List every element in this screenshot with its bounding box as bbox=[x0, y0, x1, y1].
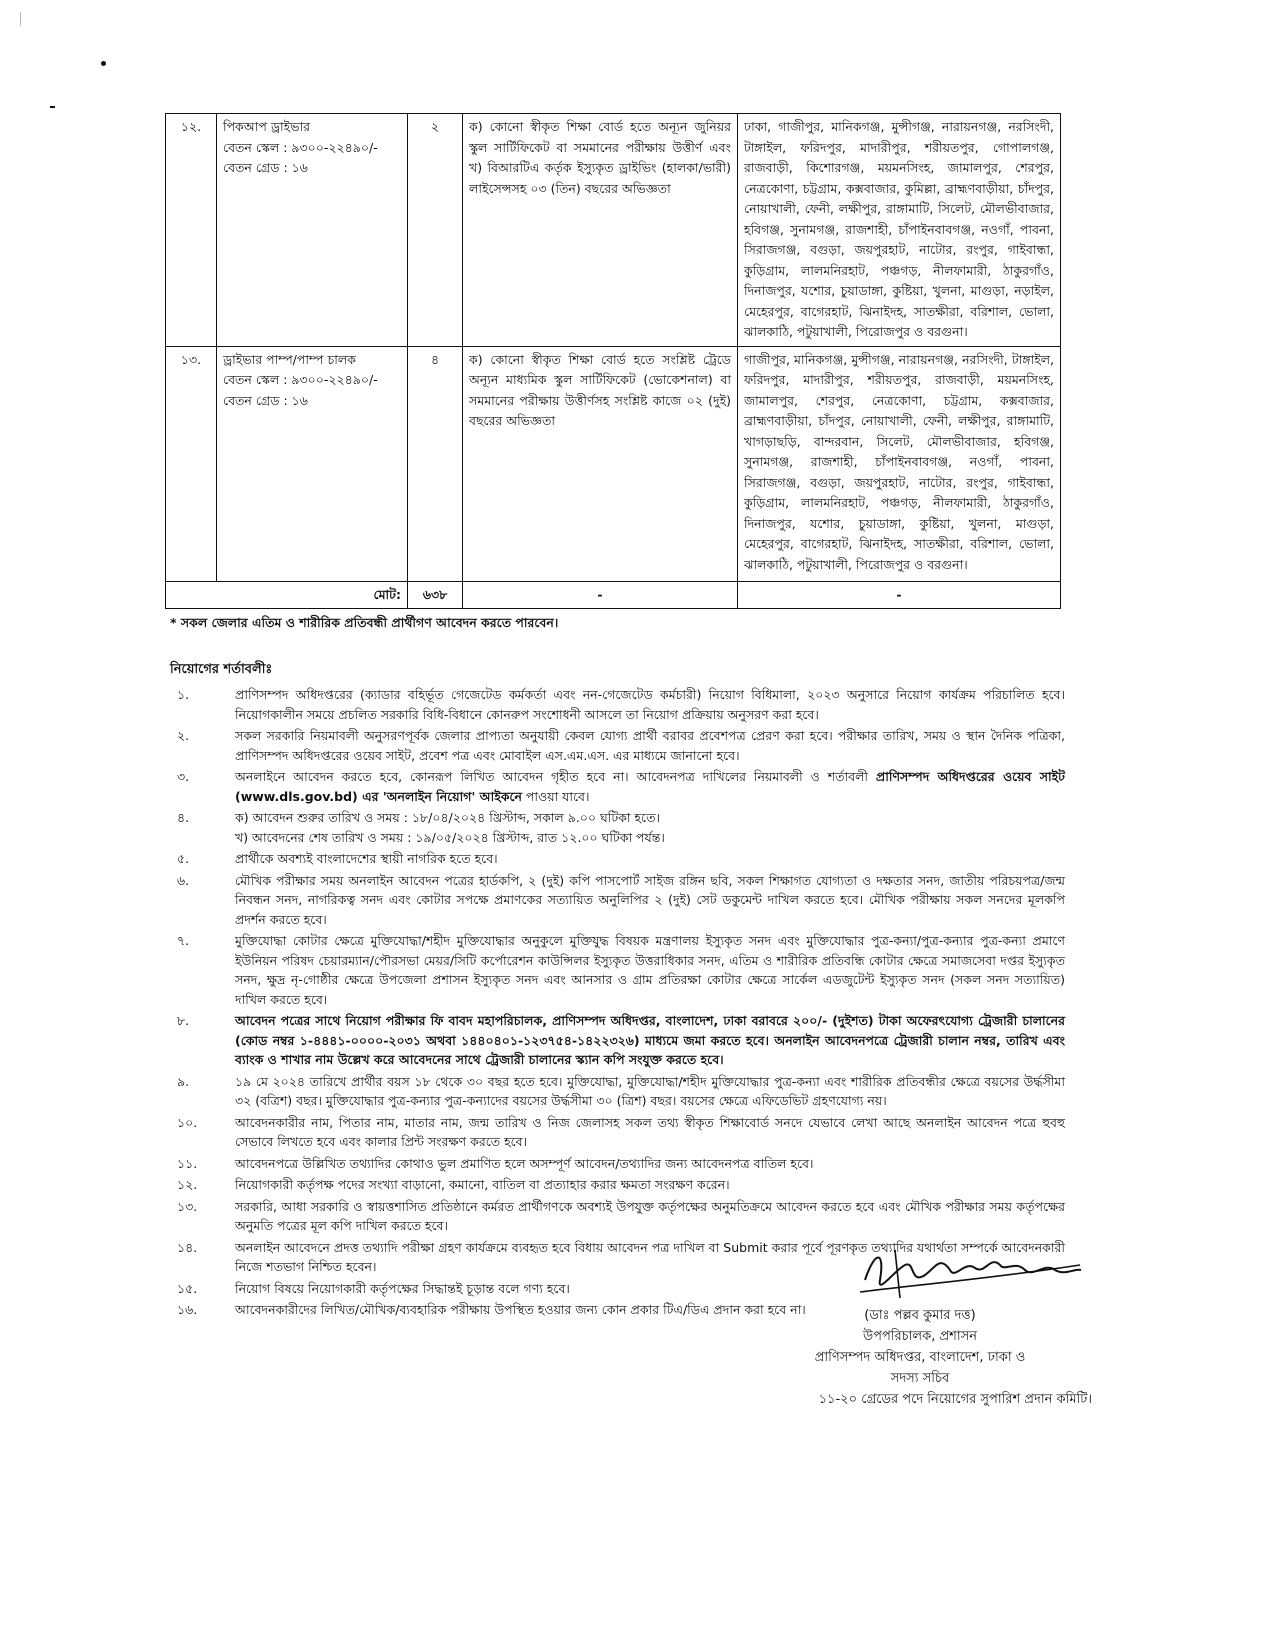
condition-number: ৯. bbox=[177, 1073, 190, 1089]
districts-cell: ঢাকা, গাজীপুর, মানিকগঞ্জ, মুন্সীগঞ্জ, নারায়নগঞ্জ, নরসিংদী, টাঙ্গাইল, ফরিদপুর, মাদারীপুর, শরীয়তপুর, গোপালগঞ্জ, রাজবাড়ী, কিশোরগঞ্জ, ময়মনসিংহ, জামালপুর, শেরপুর, নেত্রকোণা, চট্টগ্রাম, কক্সবাজার, কুমিল্লা, ব্রাহ্মণবাড়ীয়া, চাঁদপুর, নোয়াখালী, ফেনী, লক্ষীপুর, রাঙ্গামাটি, সিলেট, মৌলভীবাজার, হবিগঞ্জ, সুনামগঞ্জ, রাজশাহী, চাঁপাইনবাবগঞ্জ, নওগাঁ, পাবনা, সিরাজগঞ্জ, বগুড়া, জয়পুরহাট, নাটোর, রংপুর, গাইবান্ধা, কুড়িগ্রাম, লালমনিরহাট, পঞ্চগড়, নীলফামারী, ঠাকুরগাঁও, দিনাজপুর, যশোর, চুয়াডাঙ্গা, কুষ্টিয়া, খুলনা, মাগুড়া, নড়াইল, মেহেরপুর, বাগেরহাট, ঝিনাইদহ, সাতক্ষীরা, বরিশাল, ভোলা, ঝালকাঠি, পটুয়াখালী, পিরোজপুর ও বরগুনা। bbox=[738, 114, 1061, 347]
condition-number: ১১. bbox=[177, 1155, 198, 1171]
total-districts: - bbox=[738, 581, 1061, 609]
condition-text bbox=[235, 1113, 1065, 1152]
post-line: বেতন গ্রেড : ১৬ bbox=[223, 160, 308, 175]
condition-item bbox=[165, 931, 1065, 1009]
condition-text-part: মৌখিক পরীক্ষার সময় অনলাইন আবেদন পত্রের হার্ডকপি, ২ (দুই) কপি পাসপোর্ট সাইজ রঙ্গিন ছবি, সকল শিক্ষাগত যোগ্যতা ও দক্ষতার সনদ, জাতীয় পরিচয়পত্র/জন্ম নিবন্ধন সনদ, নাগরিকত্ব সনদ এবং কোটার সপক্ষে প্রমাণকের সত্যায়িত অনুলিপির ২ (দুই) সেট ডকুমেন্ট দাখিল করতে হবে। মৌখিক পরীক্ষায় সকল সনদের মূলকপি প্রদর্শন করতে হবে। bbox=[235, 872, 1065, 927]
condition-item bbox=[165, 1072, 1065, 1111]
condition-item bbox=[165, 767, 1065, 806]
conditions-list bbox=[165, 685, 1065, 1322]
committee-name: ১১-২০ গ্রেডের পদে নিয়োগের সুপারিশ প্রদান কমিটি। bbox=[818, 1392, 1092, 1407]
conditions-title: নিয়োগের শর্তাবলীঃ bbox=[170, 662, 273, 677]
count-cell: ২ bbox=[408, 114, 463, 347]
condition-text bbox=[235, 767, 1065, 806]
condition-text bbox=[235, 931, 1065, 1009]
table-row bbox=[166, 346, 1061, 581]
qualification-cell: ক) কোনো স্বীকৃত শিক্ষা বোর্ড হতে সংশ্লিষ্ট ট্রেডে অন্যূন মাধ্যমিক স্কুল সার্টিফিকেট (ভোকেশনাল) বা সমমানের পরীক্ষায় উত্তীর্ণসহ সংশ্লিষ্ট কাজে ০২ (দুই) বছরের অভিজ্ঞতা bbox=[463, 346, 738, 581]
condition-item bbox=[165, 1175, 1065, 1195]
condition-text-part: ১৯ মে ২০২৪ তারিখে প্রার্থীর বয়স ১৮ থেকে ৩০ বছর হতে হবে। মুক্তিযোদ্ধা, মুক্তিযোদ্ধা/শহীদ মুক্তিযোদ্ধার পুত্র-কন্যা এবং শারীরিক প্রতিবন্ধীর ক্ষেত্রে বয়সের উর্দ্ধসীমা ৩২ (বত্রিশ) বছর। মুক্তিযোদ্ধার পুত্র-কন্যার পুত্র-কন্যাদের বয়সের উর্দ্ধসীমা ৩০ (ত্রিশ) বছর। বয়সের ক্ষেত্রে এফিডেভিট গ্রহণযোগ্য নয়। bbox=[235, 1073, 1065, 1108]
signatory-name: (ডাঃ পল্লব কুমার দত্ত) bbox=[864, 1308, 976, 1323]
condition-text-part: সকল সরকারি নিয়মাবলী অনুসরণপূর্বক জেলার প্রাপ্যতা অনুযায়ী কেবল যোগ্য প্রার্থী বরাবর প্রবেশপত্র প্রেরণ করা হবে। পরীক্ষার তারিখ, সময় ও স্থান দৈনিক পত্রিকা, প্রাণিসম্পদ অধিদপ্তরের ওয়েব সাইট, প্রবেশ পত্র এবং মোবাইল এস.এম.এস. এর মাধ্যমে জানানো হবে। bbox=[235, 728, 1065, 763]
condition-text-part: প্রাণিসম্পদ অধিদপ্তরের ওয়েব সাইট (www.dls.gov.bd) এর 'অনলাইন নিয়োগ' আইকনে bbox=[235, 769, 1065, 804]
scan-dash bbox=[50, 106, 55, 108]
condition-item bbox=[165, 685, 1065, 724]
serial-cell: ১৩. bbox=[166, 346, 217, 581]
condition-text-part: আবেদনকারীদের লিখিত/মৌখিক/ব্যবহারিক পরীক্ষায় উপস্থিত হওয়ার জন্য কোন প্রকার টিএ/ডিএ প্রদান করা হবে না। bbox=[235, 1302, 806, 1317]
condition-item bbox=[165, 1113, 1065, 1152]
signatory-role: সদস্য সচিব bbox=[890, 1371, 950, 1386]
condition-line: ক) আবেদন শুরুর তারিখ ও সময় : ১৮/০৪/২০২৪ খ্রিস্টাব্দ, সকাল ৯.০০ ঘটিকা হতে। bbox=[235, 810, 660, 825]
condition-text-part: সরকারি, আধা সরকারি ও স্বায়ত্তশাসিত প্রতিষ্ঠানে কর্মরত প্রার্থীগণকে অবশ্যই উপযুক্ত কর্তৃপক্ষের অনুমতিক্রমে আবেদন করতে হবে এবং মৌখিক পরীক্ষার সময় কর্তৃপক্ষের অনুমতি পত্রের মূল কপি দাখিল করতে হবে। bbox=[235, 1198, 1065, 1233]
districts-cell: গাজীপুর, মানিকগঞ্জ, মুন্সীগঞ্জ, নারায়নগঞ্জ, নরসিংদী, টাঙ্গাইল, ফরিদপুর, মাদারীপুর, শরীয়তপুর, রাজবাড়ী, ময়মনসিংহ, জামালপুর, শেরপুর, নেত্রকোণা, চট্টগ্রাম, কক্সবাজার, ব্রাহ্মণবাড়ীয়া, চাঁদপুর, নোয়াখালী, ফেনী, লক্ষীপুর, রাঙ্গামাটি, খাগড়াছড়ি, বান্দরবান, সিলেট, মৌলভীবাজার, হবিগঞ্জ, সুনামগঞ্জ, রাজশাহী, চাঁপাইনবাবগঞ্জ, নওগাঁ, পাবনা, সিরাজগঞ্জ, বগুড়া, জয়পুরহাট, নাটোর, রংপুর, গাইবান্ধা, কুড়িগ্রাম, লালমনিরহাট, পঞ্চগড়, নীলফামারী, ঠাকুরগাঁও, দিনাজপুর, যশোর, চুয়াডাঙ্গা, কুষ্টিয়া, খুলনা, মাগুড়া, মেহেরপুর, বাগেরহাট, ঝিনাইদহ, সাতক্ষীরা, বরিশাল, ভোলা, ঝালকাঠি, পটুয়াখালী, পিরোজপুর ও বরগুনা। bbox=[738, 346, 1061, 581]
condition-text bbox=[235, 1072, 1065, 1111]
condition-text-part: আবেদনকারীর নাম, পিতার নাম, মাতার নাম, জন্ম তারিখ ও নিজ জেলাসহ সকল তথ্য স্বীকৃত শিক্ষাবোর্ড সনদে যেভাবে লেখা আছে অনলাইন আবেদন পত্রে হুবহু সেভাবে লিখতে হবে এবং কালার প্রিন্ট সংরক্ষণ করতে হবে। bbox=[235, 1114, 1065, 1149]
condition-number: ৮. bbox=[177, 1013, 190, 1028]
post-line: বেতন স্কেল : ৯৩০০-২২৪৯০/- bbox=[223, 139, 378, 155]
post-cell bbox=[217, 346, 408, 581]
condition-text bbox=[235, 685, 1065, 724]
condition-number: ৪. bbox=[177, 810, 190, 825]
condition-text-part: প্রার্থীকে অবশ্যই বাংলাদেশের স্থায়ী নাগরিক হতে হবে। bbox=[235, 851, 498, 866]
signatory-office: প্রাণিসম্পদ অধিদপ্তর, বাংলাদেশ, ঢাকা ও bbox=[814, 1350, 1026, 1365]
serial-cell: ১২. bbox=[166, 114, 217, 347]
condition-text bbox=[235, 1154, 1065, 1174]
post-line: ড্রাইভার পাম্প/পাম্প চালক bbox=[223, 351, 356, 367]
condition-number: ১৫. bbox=[177, 1280, 198, 1296]
scan-dot bbox=[101, 61, 106, 66]
condition-text bbox=[235, 726, 1065, 765]
condition-number: ৩. bbox=[177, 769, 190, 784]
signature bbox=[855, 1240, 1085, 1300]
condition-number: ৬. bbox=[177, 872, 190, 888]
condition-text-part: প্রাণিসম্পদ অধিদপ্তরের (ক্যাডার বহির্ভূত গেজেটেড কর্মকর্তা এবং নন-গেজেটেড কর্মচারী) নিয়োগ বিধিমালা, ২০২৩ অনুসারে নিয়োগ কার্যক্রম পরিচালিত হবে। নিয়োগকালীন সময়ে প্রচলিত সরকারি বিধি-বিধানে কোনরুপ সংশোধনী আসলে তা নিয়োগ প্রক্রিয়ায় অনুসরণ করা হবে। bbox=[235, 687, 1065, 722]
condition-item bbox=[165, 1197, 1065, 1236]
condition-text-part: নিয়োগ বিষয়ে নিয়োগকারী কর্তৃপক্ষের সিদ্ধান্তই চূড়ান্ত বলে গণ্য হবে। bbox=[235, 1280, 570, 1296]
condition-number: ১৩. bbox=[177, 1198, 198, 1214]
condition-text-part: আবেদন পত্রের সাথে নিয়োগ পরীক্ষার ফি বাবদ মহাপরিচালক, প্রাণিসম্পদ অধিদপ্তর, বাংলাদেশ, ঢাকা বরাবরে ২০০/- (দুইশত) টাকা অফেরৎযোগ্য ট্রেজারী চালানের (কোড নম্বর ১-৪৪৪১-০০০০-২০৩১ অথবা ১৪৪০৪০১-১২৩৭৫৪-১৪২২৩২৬) মাধ্যমে জমা করতে হবে। অনলাইন আবেদনপত্রে ট্রেজারী চালান নম্বর, তারিখ এবং ব্যাংক ও শাখার নাম উল্লেখ করে আবেদনের সাথে ট্রেজারী চালানের স্ক্যান কপি সংযুক্ত করতে হবে। bbox=[235, 1013, 1065, 1067]
total-label: মোট: bbox=[166, 581, 408, 609]
condition-item bbox=[165, 726, 1065, 765]
total-count: ৬৩৮ bbox=[408, 581, 463, 609]
post-cell bbox=[217, 114, 408, 347]
post-line: বেতন গ্রেড : ১৬ bbox=[223, 392, 308, 408]
post-line: পিকআপ ড্রাইভার bbox=[223, 119, 310, 134]
condition-line: খ) আবেদনের শেষ তারিখ ও সময় : ১৯/০৫/২০২৪ খ্রিস্টাব্দ, রাত ১২.০০ ঘটিকা পর্যন্ত। bbox=[235, 829, 665, 845]
condition-number: ১৪. bbox=[177, 1239, 198, 1255]
table-row bbox=[166, 114, 1061, 347]
condition-number: ১০. bbox=[177, 1114, 198, 1130]
condition-number: ১. bbox=[177, 687, 190, 702]
condition-item bbox=[165, 871, 1065, 930]
posts-table bbox=[165, 113, 1061, 609]
condition-text-part: মুক্তিযোদ্ধা কোটার ক্ষেত্রে মুক্তিযোদ্ধা/শহীদ মুক্তিযোদ্ধার অনুকুলে মুক্তিযুদ্ধ বিষয়ক মন্ত্রণালয় ইস্যুকৃত সনদ এবং মুক্তিযোদ্ধার পুত্র-কন্যা/পুত্র-কন্যার পুত্র-কন্যা প্রমাণে ইউনিয়ন পরিষদ চেয়ারম্যান/পৌরসভা মেয়র/সিটি কর্পোরেশন কাউন্সিলর ইস্যুকৃত উত্তরাধিকার সনদ, এতিম ও শারীরিক প্রতিবন্ধি কোটার ক্ষেত্রে সমাজসেবা দপ্তর ইস্যুকৃত সনদ, ক্ষুদ্র নৃ-গোষ্ঠীর ক্ষেত্রে উপজেলা প্রশাসন ইস্যুকৃত সনদ এবং আনসার ও গ্রাম প্রতিরক্ষা কোটার ক্ষেত্রে সার্কেল এডজুটেন্ট ইস্যুকৃত সনদ (সকল সনদ সত্যায়িত) দাখিল করতে হবে। bbox=[235, 933, 1065, 1007]
condition-item bbox=[165, 1011, 1065, 1070]
qualification-cell: ক) কোনো স্বীকৃত শিক্ষা বোর্ড হতে অন্যূন জুনিয়র স্কুল সার্টিফিকেট বা সমমানের পরীক্ষায় উত্তীর্ণ এবং খ) বিআরটিএ কর্তৃক ইস্যুকৃত ড্রাইভিং (হালকা/ভারী) লাইসেন্সসহ ০৩ (তিন) বছরের অভিজ্ঞতা bbox=[463, 114, 738, 347]
eligibility-note: * সকল জেলার এতিম ও শারীরিক প্রতিবন্ধী প্রার্থীগণ আবেদন করতে পারবেন। bbox=[170, 615, 559, 630]
scan-mark bbox=[20, 12, 21, 26]
count-cell: ৪ bbox=[408, 346, 463, 581]
condition-text-part: পাওয়া যাবে। bbox=[521, 788, 590, 804]
post-line: বেতন স্কেল : ৯৩০০-২২৪৯০/- bbox=[223, 372, 378, 387]
condition-item bbox=[165, 808, 1065, 847]
condition-number: ৫. bbox=[177, 851, 190, 866]
condition-number: ১২. bbox=[177, 1177, 198, 1192]
signature-block bbox=[760, 1305, 1092, 1410]
condition-text bbox=[235, 808, 1065, 847]
signatory-title: উপপরিচালক, প্রশাসন bbox=[863, 1329, 977, 1344]
condition-number: ৭. bbox=[177, 933, 190, 948]
condition-text-part: অনলাইনে আবেদন করতে হবে, কোনরূপ লিখিত আবেদন গৃহীত হবে না। আবেদনপত্র দাখিলের নিয়মাবলী ও শর্তাবলী bbox=[235, 769, 876, 784]
condition-text bbox=[235, 1011, 1065, 1070]
condition-text-part: নিয়োগকারী কর্তৃপক্ষ পদের সংখ্যা বাড়ানো, কমানো, বাতিল বা প্রত্যাহার করার ক্ষমতা সংরক্ষণ করেন। bbox=[235, 1177, 730, 1192]
condition-text bbox=[235, 1175, 1065, 1195]
condition-item bbox=[165, 849, 1065, 869]
condition-text bbox=[235, 871, 1065, 930]
total-row bbox=[166, 581, 1061, 609]
condition-text bbox=[235, 1197, 1065, 1236]
total-qualification: - bbox=[463, 581, 738, 609]
condition-text-part: অনলাইন আবেদনে প্রদত্ত তথ্যাদি পরীক্ষা গ্রহণ কার্যক্রমে ব্যবহৃত হবে বিধায় আবেদন পত্র দাখিল বা Submit করার পূর্বে পূরণকৃত তথ্যাদির যথার্থতা সম্পর্কে আবেদনকারী নিজে শতভাগ নিশ্চিত হবেন। bbox=[235, 1239, 1065, 1274]
condition-item bbox=[165, 1154, 1065, 1174]
condition-text bbox=[235, 849, 1065, 869]
condition-number: ১৬. bbox=[177, 1302, 198, 1317]
condition-number: ২. bbox=[177, 728, 190, 743]
condition-text-part: আবেদনপত্রে উল্লিখিত তথ্যাদির কোথাও ভুল প্রমাণিত হলে অসম্পূর্ণ আবেদন/তথ্যাদির জন্য আবেদনপত্র বাতিল হবে। bbox=[235, 1155, 814, 1171]
